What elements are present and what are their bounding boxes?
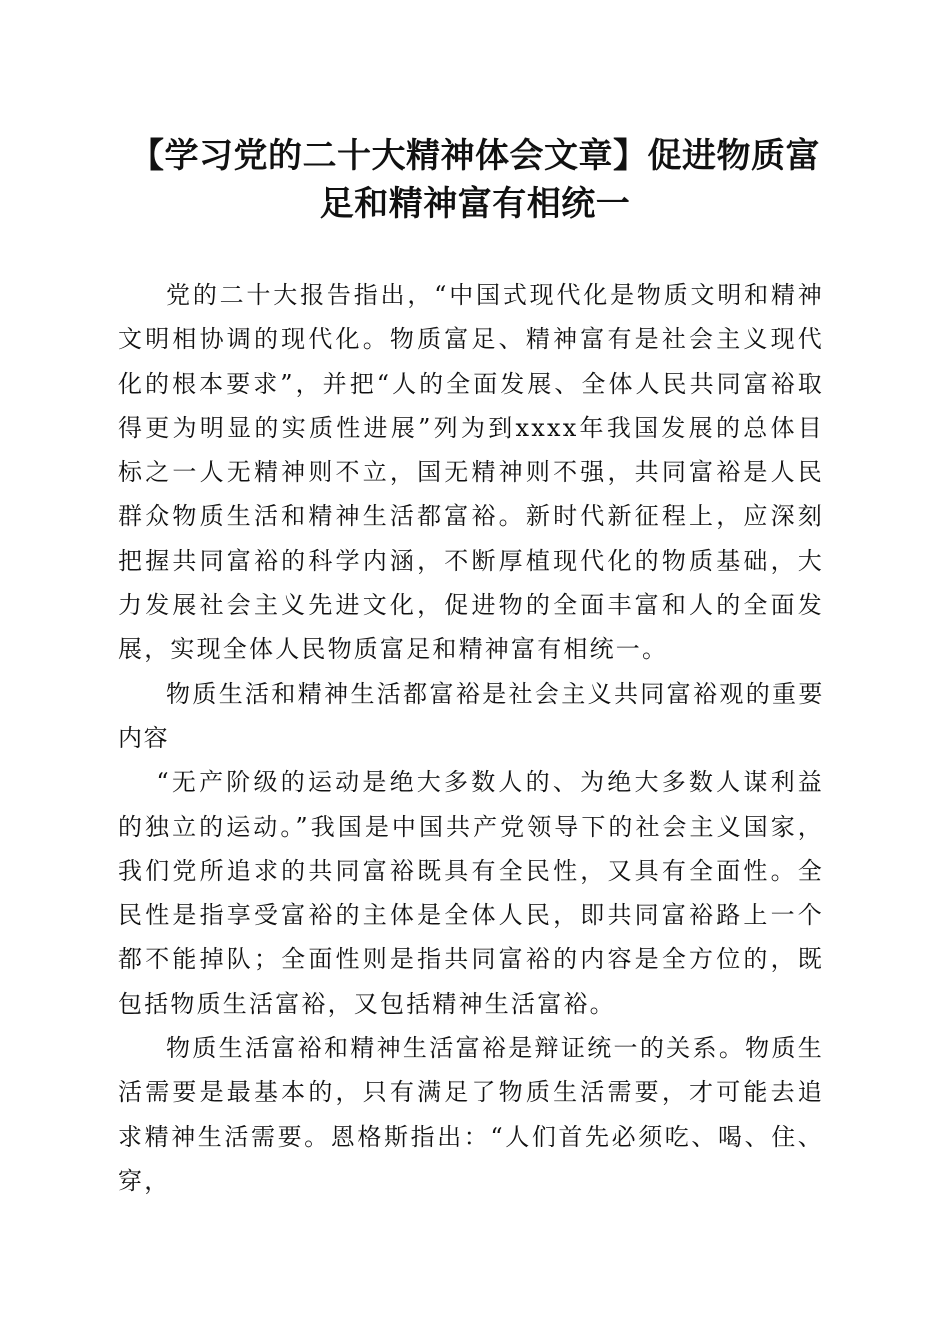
paragraph-1: 党的二十大报告指出，“中国式现代化是物质文明和精神文明相协调的现代化。物质富足、精神富有是社会主义现代化的根本要求”，并把“人的全面发展、全体人民共同富裕取得更为明显的实质性进展”列为到xxxx年我国发展的总体目标之一人无精神则不立，国无精神则不强，共同富裕是人民群众物质生活和精神生活都富裕。新时代新征程上，应深刻把握共同富裕的科学内涵，不断厚植现代化的物质基础，大力发展社会主义先进文化，促进物的全面丰富和人的全面发展，实现全体人民物质富足和精神富有相统一。 [118, 281, 824, 664]
document-body [118, 273, 824, 1203]
title-line-2: 足和精神富有相统一 [319, 184, 631, 224]
paragraph-2-heading: 物质生活和精神生活都富裕是社会主义共同富裕观的重要内容 [118, 679, 824, 752]
paragraph-3: “无产阶级的运动是绝大多数人的、为绝大多数人谋利益的独立的运动。”我国是中国共产党领导下的社会主义国家，我们党所追求的共同富裕既具有全民性，又具有全面性。全民性是指享受富裕的主体是全体人民，即共同富裕路上一个都不能掉队；全面性则是指共同富裕的内容是全方位的，既包括物质生活富裕，又包括精神生活富裕。 [118, 768, 824, 1018]
document-title [118, 132, 832, 228]
title-line-1: 【学习党的二十大精神体会文章】促进物质富 [130, 136, 820, 176]
paragraph-4: 物质生活富裕和精神生活富裕是辩证统一的关系。物质生活需要是最基本的，只有满足了物质生活需要，才可能去追求精神生活需要。恩格斯指出：“人们首先必须吃、喝、住、穿， [118, 1034, 824, 1195]
